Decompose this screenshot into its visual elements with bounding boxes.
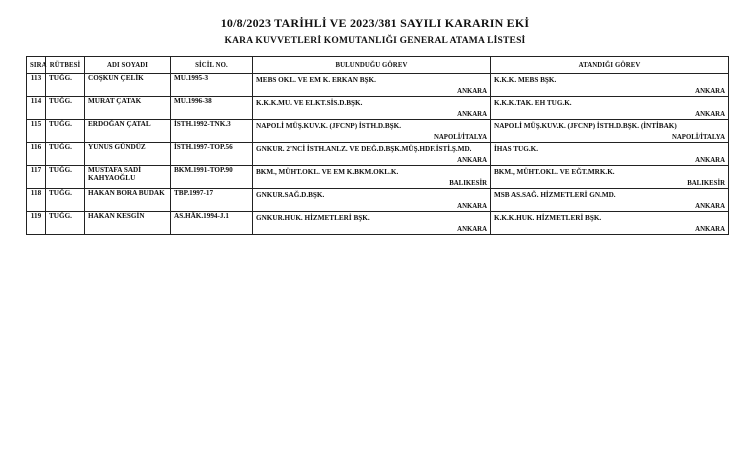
current-duty-location: ANKARA <box>457 157 487 164</box>
assigned-duty-text: K.K.K. MEBS BŞK. <box>494 76 557 84</box>
assigned-duty-location: ANKARA <box>695 203 725 210</box>
cell-sira: 116 <box>27 143 46 166</box>
cell-sicil-no: TBP.1997-17 <box>171 189 253 212</box>
current-duty-location: ANKARA <box>457 226 487 233</box>
cell-sira: 118 <box>27 189 46 212</box>
cell-sicil-no: MU.1996-38 <box>171 97 253 120</box>
assigned-duty-text: İHAS TUG.K. <box>494 145 539 153</box>
cell-sicil-no: BKM.1991-TOP.90 <box>171 166 253 189</box>
assigned-duty-text: BKM., MÜHT.OKL. VE EĞT.MRK.K. <box>494 168 615 176</box>
cell-sicil-no: MU.1995-3 <box>171 74 253 97</box>
cell-atandigi-gorev <box>491 97 729 120</box>
assigned-duty-text: K.K.K.HUK. HİZMETLERİ BŞK. <box>494 214 602 222</box>
cell-sira: 113 <box>27 74 46 97</box>
cell-atandigi-gorev <box>491 143 729 166</box>
table-row <box>27 212 729 235</box>
cell-sira: 117 <box>27 166 46 189</box>
current-duty-location: ANKARA <box>457 203 487 210</box>
assigned-duty-location: ANKARA <box>695 157 725 164</box>
cell-sicil-no: İSTH.1997-TOP.56 <box>171 143 253 166</box>
cell-sira: 119 <box>27 212 46 235</box>
cell-bulundugu-gorev <box>253 120 491 143</box>
header-sira: SIRA <box>27 57 46 74</box>
cell-bulundugu-gorev <box>253 189 491 212</box>
header-sicil-no: SİCİL NO. <box>171 57 253 74</box>
current-duty-location: NAPOLİ/İTALYA <box>433 134 487 141</box>
cell-rutbe: TUĞG. <box>46 97 85 120</box>
cell-adi-soyadi: YUNUS GÜNDÜZ <box>85 143 171 166</box>
table-row <box>27 97 729 120</box>
cell-sicil-no: AS.HÂK.1994-J.1 <box>171 212 253 235</box>
cell-adi-soyadi: MUSTAFA SADİ KAHYAOĞLU <box>85 166 171 189</box>
document-subtitle: KARA KUVVETLERİ KOMUTANLIĞI GENERAL ATAMA LİSTESİ <box>224 36 526 46</box>
current-duty-text: GNKUR. 2'NCİ İSTH.ANLZ. VE DEĞ.D.BŞK.MÜŞ.HDF.İSTİ.Ş.MD. <box>256 145 472 153</box>
cell-atandigi-gorev <box>491 74 729 97</box>
cell-bulundugu-gorev <box>253 74 491 97</box>
current-duty-text: NAPOLİ MÜŞ.KUV.K. (JFCNP) İSTH.D.BŞK. <box>256 122 402 130</box>
header-atandigi-gorev: ATANDIĞI GÖREV <box>491 57 729 74</box>
cell-adi-soyadi: MURAT ÇATAK <box>85 97 171 120</box>
table-row <box>27 74 729 97</box>
cell-rutbe: TUĞG. <box>46 189 85 212</box>
assigned-duty-text: NAPOLİ MÜŞ.KUV.K. (JFCNP) İSTH.D.BŞK. (İNTİBAK) <box>494 122 677 130</box>
cell-rutbe: TUĞG. <box>46 212 85 235</box>
table-body <box>27 74 729 235</box>
cell-bulundugu-gorev <box>253 97 491 120</box>
cell-atandigi-gorev <box>491 212 729 235</box>
cell-adi-soyadi: HAKAN BORA BUDAK <box>85 189 171 212</box>
assigned-duty-text: K.K.K.TAK. EH TUG.K. <box>494 99 572 107</box>
current-duty-location: ANKARA <box>457 111 487 118</box>
current-duty-location: ANKARA <box>457 88 487 95</box>
cell-adi-soyadi: COŞKUN ÇELİK <box>85 74 171 97</box>
cell-bulundugu-gorev <box>253 143 491 166</box>
assigned-duty-location: ANKARA <box>695 111 725 118</box>
table-row <box>27 120 729 143</box>
cell-atandigi-gorev <box>491 120 729 143</box>
table-header <box>27 57 729 74</box>
cell-atandigi-gorev <box>491 189 729 212</box>
current-duty-text: GNKUR.SAĞ.D.BŞK. <box>256 191 325 199</box>
cell-adi-soyadi: HAKAN KESGİN <box>85 212 171 235</box>
assigned-duty-location: NAPOLİ/İTALYA <box>671 134 725 141</box>
current-duty-location: BALIKESİR <box>449 180 487 187</box>
current-duty-text: GNKUR.HUK. HİZMETLERİ BŞK. <box>256 214 370 222</box>
cell-atandigi-gorev <box>491 166 729 189</box>
current-duty-text: BKM., MÜHT.OKL. VE EM K.BKM.OKL.K. <box>256 168 399 176</box>
cell-sicil-no: İSTH.1992-TNK.3 <box>171 120 253 143</box>
table-row <box>27 166 729 189</box>
cell-adi-soyadi: ERDOĞAN ÇATAL <box>85 120 171 143</box>
cell-sira: 114 <box>27 97 46 120</box>
table-row <box>27 143 729 166</box>
assigned-duty-location: ANKARA <box>695 226 725 233</box>
cell-rutbe: TUĞG. <box>46 143 85 166</box>
document-title: 10/8/2023 TARİHLİ VE 2023/381 SAYILI KARARIN EKİ <box>220 16 530 30</box>
assigned-duty-text: MSB AS.SAĞ. HİZMETLERİ GN.MD. <box>494 191 616 199</box>
appointment-table <box>26 56 729 235</box>
header-rutbe: RÜTBESİ <box>46 57 85 74</box>
cell-sira: 115 <box>27 120 46 143</box>
header-bulundugu-gorev: BULUNDUĞU GÖREV <box>253 57 491 74</box>
cell-rutbe: TUĞG. <box>46 120 85 143</box>
current-duty-text: MEBS OKL. VE EM K. ERKAN BŞK. <box>256 76 376 84</box>
cell-rutbe: TUĞG. <box>46 166 85 189</box>
table-row <box>27 189 729 212</box>
header-row <box>27 57 729 74</box>
cell-bulundugu-gorev <box>253 212 491 235</box>
assigned-duty-location: ANKARA <box>695 88 725 95</box>
cell-bulundugu-gorev <box>253 166 491 189</box>
assigned-duty-location: BALIKESİR <box>687 180 725 187</box>
current-duty-text: K.K.K.MU. VE ELKT.SİS.D.BŞK. <box>256 99 363 107</box>
header-adi-soyadi: ADI SOYADI <box>85 57 171 74</box>
cell-rutbe: TUĞG. <box>46 74 85 97</box>
